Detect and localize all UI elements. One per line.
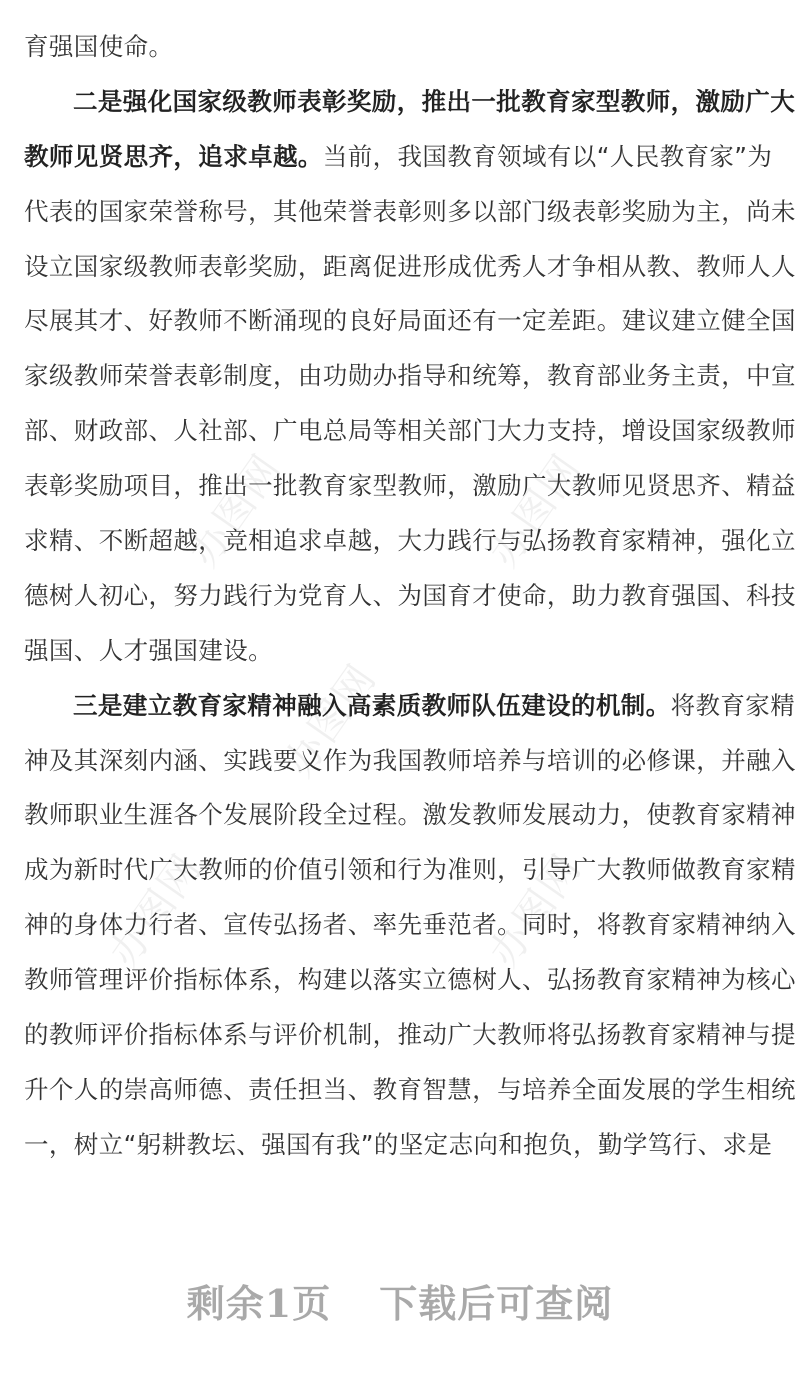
text-line [24,624,776,679]
text-plain: 家级教师荣誉表彰制度，由功勋办指导和统筹，教育部业务主责，中宣 [24,361,796,391]
watermark: 办图网 [480,845,591,976]
text-bold: 三是建立教育家精神融入高素质教师队伍建设的机制。 [73,690,671,720]
text-plain: 将教育家精 [670,690,796,720]
text-line [24,514,796,569]
text-line [24,1008,796,1063]
text-line [24,679,796,734]
download-prompt[interactable] [0,1250,800,1350]
text-plain: 尽展其才、好教师不断涌现的良好局面还有一定差距。建议建立健全国 [24,306,796,336]
text-line [24,185,796,240]
text-line [24,240,796,295]
watermark: 办图网 [275,655,386,786]
text-line [24,788,796,843]
text-plain: 强国、人才强国建设。 [24,635,273,665]
text-line [24,1063,796,1118]
download-to-view-label[interactable]: 下载后可查阅 [379,1280,614,1326]
text-line [24,843,796,898]
text-line [24,569,796,624]
text-plain: 设立国家级教师表彰奖励，距离促进形成优秀人才争相从教、教师人人 [24,251,796,281]
text-plain: 代表的国家荣誉称号，其他荣誉表彰则多以部门级表彰奖励为主，尚未 [24,196,796,226]
text-line [24,734,796,789]
text-line [24,130,776,185]
text-line [24,75,796,130]
text-line [24,349,796,404]
text-line [24,404,796,459]
text-plain: 成为新时代广大教师的价值引领和行为准则，引导广大教师做教育家精 [24,855,796,885]
text-line [24,459,796,514]
watermark: 办图网 [100,845,211,976]
text-bold: 二是强化国家级教师表彰奖励，推出一批教育家型教师，激励广大 [73,86,796,116]
text-plain: 一，树立“躬耕教坛、强国有我”的坚定志向和抱负，勤学笃行、求是 [24,1129,773,1159]
text-plain: 神及其深刻内涵、实践要义作为我国教师培养与培训的必修课，并融入 [24,745,796,775]
text-bold: 教师见贤思齐，追求卓越。 [24,141,323,171]
text-plain: 教师职业生涯各个发展阶段全过程。激发教师发展动力，使教育家精神 [24,800,796,830]
text-plain: 求精、不断超越，竞相追求卓越，大力践行与弘扬教育家精神，强化立 [24,526,796,556]
text-line [24,294,796,349]
text-line [24,953,796,1008]
text-line [24,898,796,953]
watermark: 办图网 [180,445,291,576]
text-plain: 表彰奖励项目，推出一批教育家型教师，激励广大教师见贤思齐、精益 [24,471,796,501]
watermark: 办图网 [480,445,591,576]
text-plain: 当前，我国教育领域有以“人民教育家”为 [322,141,773,171]
text-plain: 教师管理评价指标体系，构建以落实立德树人、弘扬教育家精神为核心 [24,965,796,995]
text-plain: 神的身体力行者、宣传弘扬者、率先垂范者。同时，将教育家精神纳入 [24,910,796,940]
text-line [24,1118,776,1173]
document-body [24,20,796,1173]
text-plain: 的教师评价指标体系与评价机制，推动广大教师将弘扬教育家精神与提 [24,1020,796,1050]
text-plain: 部、财政部、人社部、广电总局等相关部门大力支持，增设国家级教师 [24,416,796,446]
remaining-pages-label[interactable]: 剩余1页 [186,1280,332,1326]
text-plain: 德树人初心，努力践行为党育人、为国育才使命，助力教育强国、科技 [24,580,796,610]
text-plain: 升个人的崇高师德、责任担当、教育智慧，与培养全面发展的学生相统 [24,1074,796,1104]
text-plain: 育强国使命。 [24,32,174,61]
text-line [24,20,776,75]
